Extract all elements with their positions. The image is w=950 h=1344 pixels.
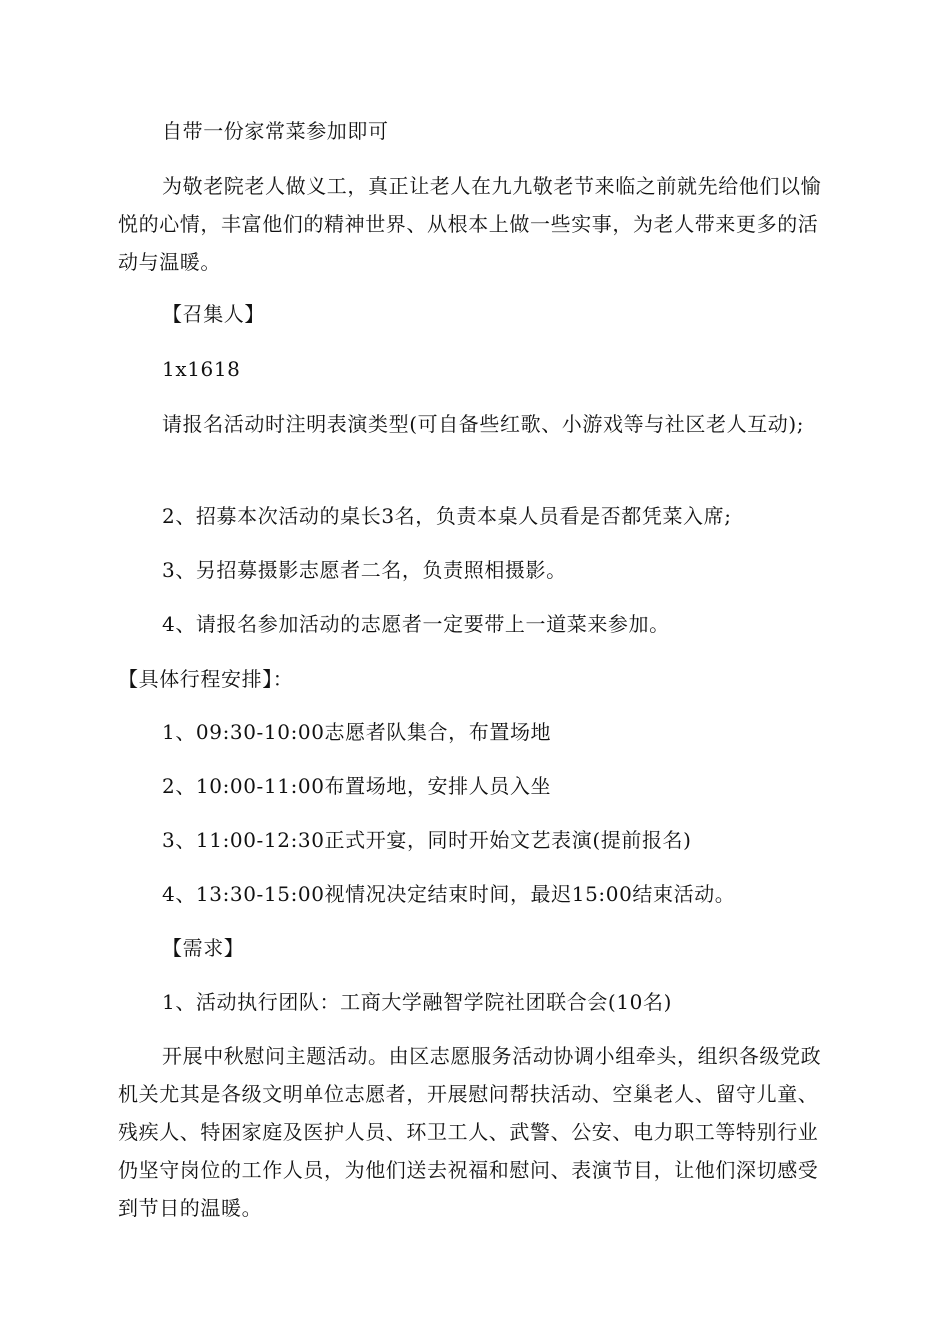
heading-convener: 【召集人】 [162,302,265,326]
heading-schedule: 【具体行程安排】： [118,667,294,691]
schedule-item-3: 3、11:00-12:30正式开宴，同时开始文艺表演(提前报名) [162,828,692,852]
list-item-table-leaders: 2、招募本次活动的桌长3名，负责本桌人员看是否都凭菜入席; [162,504,732,528]
paragraph-contact: 1x1618 [162,357,241,381]
paragraph-volunteer-purpose: 为敬老院老人做义工，真正让老人在九九敬老节来临之前就先给他们以愉悦的心情，丰富他们的精神世界、从根本上做一些实事，为老人带来更多的活动与温暖。 [118,174,822,274]
requirement-item-1: 1、活动执行团队：工商大学融智学院社团联合会(10名) [162,990,672,1014]
heading-requirements: 【需求】 [162,936,245,960]
paragraph-registration-note: 请报名活动时注明表演类型(可自备些红歌、小游戏等与社区老人互动); [162,412,805,436]
paragraph-bring-dish: 自带一份家常菜参加即可 [162,119,389,143]
schedule-item-4: 4、13:30-15:00视情况决定结束时间，最迟15:00结束活动。 [162,882,736,906]
schedule-item-2: 2、10:00-11:00布置场地，安排人员入坐 [162,774,552,798]
list-item-bring-dish: 4、请报名参加活动的志愿者一定要带上一道菜来参加。 [162,612,670,636]
list-item-photographers: 3、另招募摄影志愿者二名，负责照相摄影。 [162,558,567,582]
schedule-item-1: 1、09:30-10:00志愿者队集合，布置场地 [162,720,552,744]
paragraph-mid-autumn-activity: 开展中秋慰问主题活动。由区志愿服务活动协调小组牵头，组织各级党政机关尤其是各级文明单位志愿者，开展慰问帮扶活动、空巢老人、留守儿童、残疾人、特困家庭及医护人员、环卫工人、武警、公安、电力职工等特别行业仍坚守岗位的工作人员，为他们送去祝福和慰问、表演节目，让他们深切感受到节日的温暖。 [118,1044,822,1220]
